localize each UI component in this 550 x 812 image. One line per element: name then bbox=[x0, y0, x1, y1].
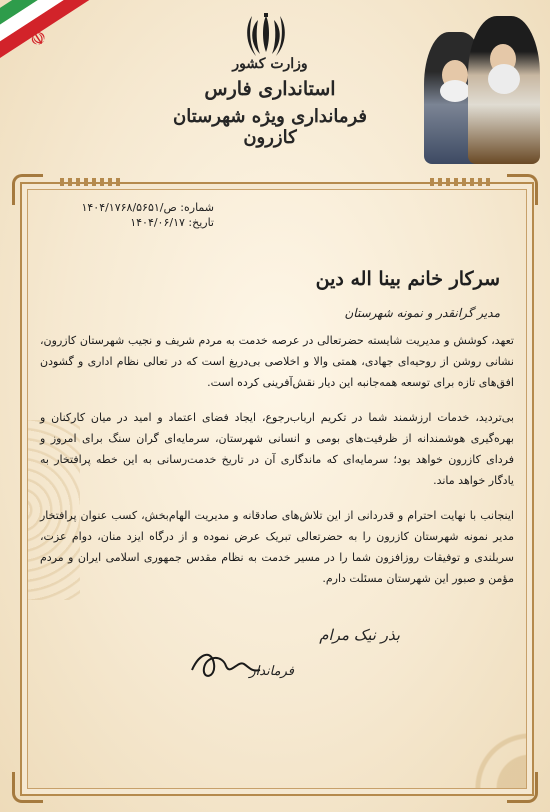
frame-ornament bbox=[60, 178, 120, 186]
letter-number: شماره: ص/۱۴۰۴/۱۷۶۸/۵۶۵۱ bbox=[81, 201, 214, 214]
letter-meta bbox=[44, 200, 214, 230]
flag-emblem-icon: ☫ bbox=[26, 26, 52, 53]
portrait-right bbox=[468, 16, 540, 164]
frame-ornament bbox=[430, 178, 490, 186]
frame-corner-ornament bbox=[12, 772, 43, 803]
ministry-name: وزارت کشور bbox=[232, 56, 308, 72]
body-paragraph: تعهد، کوشش و مدیریت شایسته حضرتعالی در عرصه خدمت به مردم شریف و نجیب شهرستان کازرون، نشانی روشن از روحیه‌ای جهادی، همتی والا و اخلاصی بی‌دریغ است که در تعالی نظام اداری و گشودن افق‌های تازه برای توسعه همه‌جانبه این دیار نقش‌آفرینی کرده است. bbox=[40, 334, 514, 389]
iran-emblem-icon bbox=[244, 12, 288, 58]
frame-corner-ornament bbox=[507, 174, 538, 205]
frame-corner-ornament bbox=[12, 174, 43, 205]
letter-date: تاریخ: ۱۴۰۴/۰۶/۱۷ bbox=[130, 216, 214, 229]
signer-name: بذر نیک مرام bbox=[319, 626, 400, 644]
body-paragraph: اینجانب با نهایت احترام و قدردانی از این تلاش‌های صادقانه و مدیریت الهام‌بخش، کسب عنوان پرافتخار مدیر نمونه شهرستان کازرون را به حضرتعالی تبریک عرض نموده و از درگاه ایزد منان، دوام عزت، سربلندی و توفیقات روزافزون شما را در مسیر خدمت به نظام مقدس جمهوری اسلامی ایران و مردم مؤمن و صبور این شهرستان مسئلت دارم. bbox=[40, 509, 514, 585]
governorate-name: استانداری فارس bbox=[204, 78, 336, 100]
leaders-portraits bbox=[424, 14, 540, 164]
signer-role: فرماندار bbox=[249, 664, 294, 679]
office-name: فرمانداری ویژه شهرستان کازرون bbox=[172, 106, 368, 148]
recipient-name: سرکار خانم بینا اله دین bbox=[315, 268, 500, 290]
recipient-title: مدیر گرانقدر و نمونه شهرستان bbox=[344, 306, 500, 320]
iran-flag-ribbon bbox=[0, 0, 174, 67]
body-paragraph: بی‌تردید، خدمات ارزشمند شما در تکریم ارباب‌رجوع، ایجاد فضای اعتماد و امید در میان کارکنان و بهره‌گیری هوشمندانه از ظرفیت‌های بومی و انسانی شهرستان، سرمایه‌ای گران سنگ برای امروز و فردای کازرون خواهد بود؛ سرمایه‌ای که ماندگاری آن در تاریخ خدمت‌رسانی به این خطه پرافتخار به یادگار خواهد ماند. bbox=[40, 411, 514, 487]
frame-corner-ornament bbox=[507, 772, 538, 803]
letter-body bbox=[40, 330, 514, 603]
